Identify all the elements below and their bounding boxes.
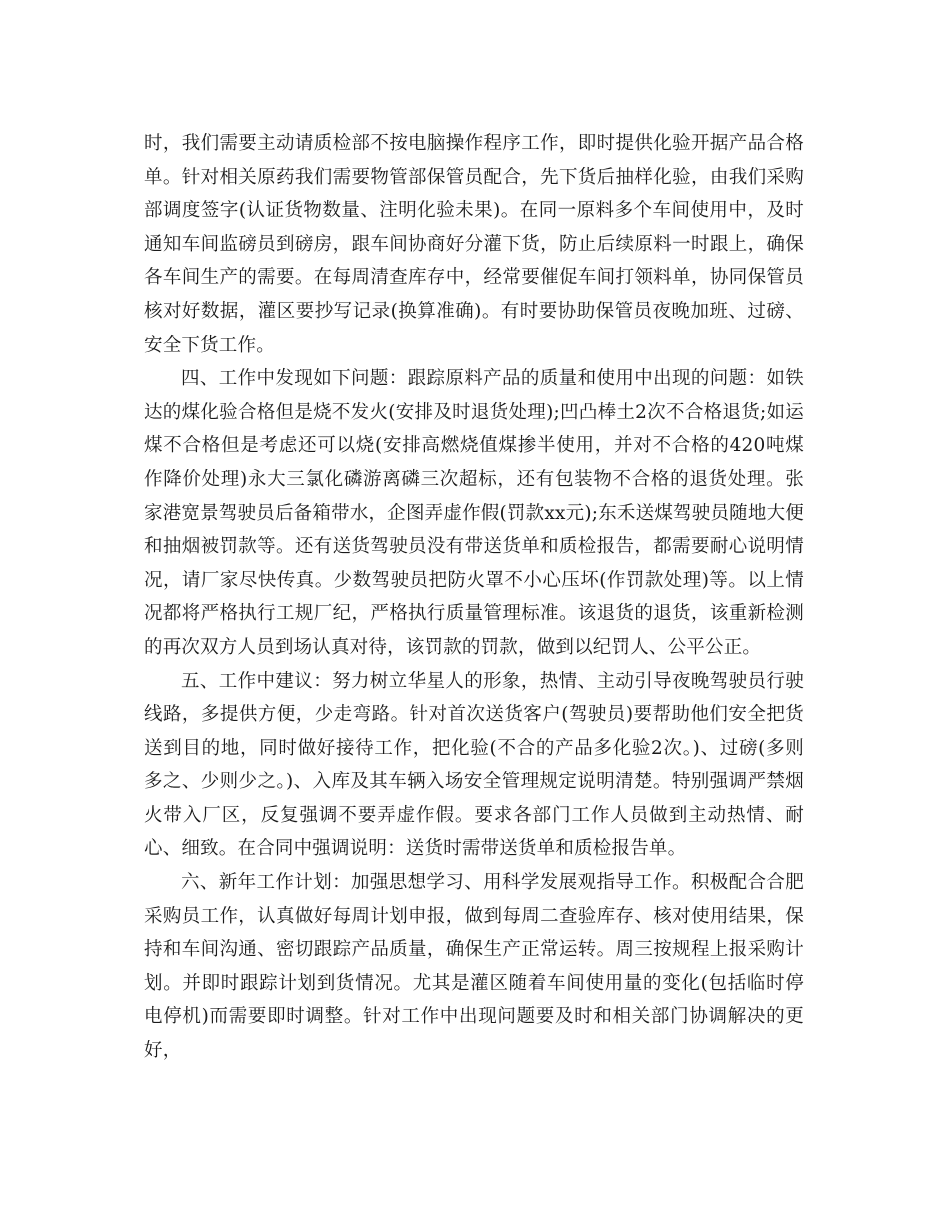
paragraph-problems-found: 四、工作中发现如下问题：跟踪原料产品的质量和使用中出现的问题：如铁达的煤化验合格但是烧不发火(安排及时退货处理);凹凸棒土2次不合格退货;如运煤不合格但是考虑还可以烧(安排高燃烧值煤掺半使用，并对不合格的420吨煤作降价处理)永大三氯化磷游离磷三次超标，还有包装物不合格的退货处理。张家港宽景驾驶员后备箱带水，企图弄虚作假(罚款xx元);东禾送煤驾驶员随地大便和抽烟被罚款等。还有送货驾驶员没有带送货单和质检报告，都需要耐心说明情况，请厂家尽快传真。少数驾驶员把防火罩不小心压坏(作罚款处理)等。以上情况都将严格执行工规厂纪，严格执行质量管理标准。该退货的退货，该重新检测的再次双方人员到场认真对待，该罚款的罚款，做到以纪罚人、公平公正。 (144, 368, 804, 658)
paragraph-suggestions: 五、工作中建议：努力树立华星人的形象，热情、主动引导夜晚驾驶员行驶线路，多提供方便，少走弯路。针对首次送货客户(驾驶员)要帮助他们安全把货送到目的地，同时做好接待工作，把化验(不合的产品多化验2次。)、过磅(多则多之、少则少之。)、入库及其车辆入场安全管理规定说明清楚。特别强调严禁烟火带入厂区，反复强调不要弄虚作假。要求各部门工作人员做到主动热情、耐心、细致。在合同中强调说明：送货时需带送货单和质检报告单。 (144, 670, 804, 860)
paragraph-new-year-plan: 六、新年工作计划：加强思想学习、用科学发展观指导工作。积极配合合肥采购员工作，认真做好每周计划申报，做到每周二查验库存、核对使用结果，保持和车间沟通、密切跟踪产品质量，确保生产正常运转。周三按规程上报采购计划。并即时跟踪计划到货情况。尤其是灌区随着车间使用量的变化(包括临时停电停机)而需要即时调整。针对工作中出现问题要及时和相关部门协调解决的更好， (144, 872, 804, 1062)
paragraph-continuation: 时，我们需要主动请质检部不按电脑操作程序工作，即时提供化验开据产品合格单。针对相关原药我们需要物管部保管员配合，先下货后抽样化验，由我们采购部调度签字(认证货物数量、注明化验未果)。在同一原料多个车间使用中，及时通知车间监磅员到磅房，跟车间协商好分灌下货，防止后续原料一时跟上，确保各车间生产的需要。在每周清查库存中，经常要催促车间打领料单，协同保管员核对好数据，灌区要抄写记录(换算准确)。有时要协助保管员夜晚加班、过磅、安全下货工作。 (144, 133, 804, 356)
document-body (144, 127, 804, 1068)
